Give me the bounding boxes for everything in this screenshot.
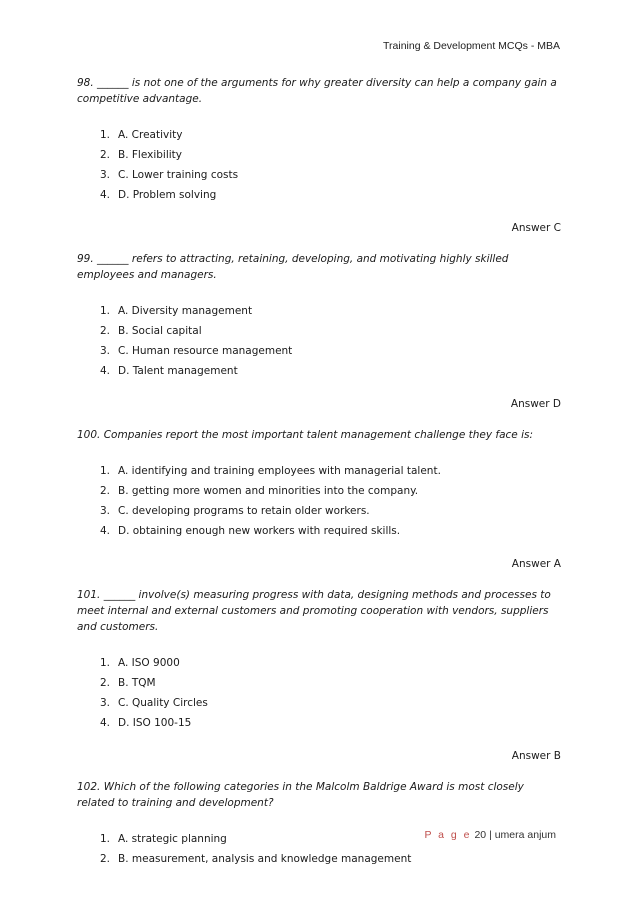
option-list	[77, 653, 561, 733]
option-text: C. developing programs to retain older workers.	[118, 505, 370, 517]
option-text: D. ISO 100-15	[118, 717, 192, 729]
question-block	[77, 427, 561, 570]
answer-label: Answer A	[511, 558, 561, 570]
option-item	[100, 521, 561, 541]
option-text: C. Lower training costs	[118, 169, 239, 181]
question-block	[77, 779, 561, 869]
option-number: 4.	[100, 189, 111, 201]
option-number: 1.	[100, 305, 111, 317]
option-item	[100, 341, 561, 361]
question-block	[77, 251, 561, 410]
option-text: A. ISO 9000	[118, 657, 180, 669]
option-number: 4.	[100, 525, 111, 537]
option-text: D. obtaining enough new workers with required skills.	[118, 525, 401, 537]
option-number: 3.	[100, 505, 111, 517]
answer-label: Answer C	[511, 222, 561, 234]
question-text: 100. Companies report the most important talent management challenge they face is:	[77, 429, 534, 441]
option-number: 3.	[100, 697, 111, 709]
answer-label: Answer D	[510, 398, 561, 410]
question-text: 99. ______ refers to attracting, retaining, developing, and motivating highly skilled employees and managers.	[77, 253, 509, 281]
option-item	[100, 165, 561, 185]
page-label: P a g e	[424, 829, 472, 841]
option-item	[100, 185, 561, 205]
option-text: B. getting more women and minorities into the company.	[118, 485, 419, 497]
option-item	[100, 361, 561, 381]
option-number: 2.	[100, 853, 111, 865]
option-text: B. TQM	[118, 677, 156, 689]
option-text: C. Quality Circles	[118, 697, 208, 709]
option-item	[100, 501, 561, 521]
option-number: 1.	[100, 465, 111, 477]
option-number: 3.	[100, 345, 111, 357]
question-block	[77, 587, 561, 762]
option-text: D. Talent management	[118, 365, 238, 377]
page-content	[77, 75, 561, 869]
option-number: 2.	[100, 485, 111, 497]
option-text: A. strategic planning	[118, 833, 227, 845]
option-list	[77, 301, 561, 381]
question-text: 101. ______ involve(s) measuring progress with data, designing methods and processes to meet internal and external customers and promoting cooperation with vendors, suppliers and customers.	[77, 589, 551, 633]
page-header	[383, 40, 560, 52]
option-number: 1.	[100, 129, 111, 141]
option-item	[100, 849, 561, 869]
option-text: A. identifying and training employees with managerial talent.	[118, 465, 441, 477]
option-number: 3.	[100, 169, 111, 181]
answer-label: Answer B	[511, 750, 561, 762]
option-item	[100, 321, 561, 341]
footer-author: umera anjum	[494, 829, 556, 841]
option-number: 1.	[100, 833, 111, 845]
option-number: 2.	[100, 325, 111, 337]
header-title: Training & Development MCQs - MBA	[383, 40, 560, 52]
option-number: 2.	[100, 677, 111, 689]
option-text: B. measurement, analysis and knowledge management	[118, 853, 412, 865]
option-text: B. Social capital	[118, 325, 202, 337]
option-item	[100, 481, 561, 501]
option-text: C. Human resource management	[118, 345, 293, 357]
option-item	[100, 145, 561, 165]
option-number: 4.	[100, 365, 111, 377]
option-item	[100, 693, 561, 713]
question-text: 98. ______ is not one of the arguments for why greater diversity can help a company gain a competitive advantage.	[77, 77, 557, 105]
option-list	[77, 125, 561, 205]
option-item	[100, 653, 561, 673]
question-block	[77, 75, 561, 234]
option-number: 2.	[100, 149, 111, 161]
option-item	[100, 673, 561, 693]
option-item	[100, 125, 561, 145]
option-text: B. Flexibility	[118, 149, 182, 161]
option-text: A. Diversity management	[118, 305, 253, 317]
page-number: 20	[474, 829, 487, 841]
option-text: D. Problem solving	[118, 189, 217, 201]
footer-separator: |	[489, 829, 492, 841]
option-number: 1.	[100, 657, 111, 669]
option-text: A. Creativity	[118, 129, 183, 141]
page-footer	[424, 829, 556, 841]
option-item	[100, 461, 561, 481]
option-number: 4.	[100, 717, 111, 729]
question-text: 102. Which of the following categories in the Malcolm Baldrige Award is most closely related to training and development?	[77, 781, 524, 809]
option-item	[100, 301, 561, 321]
option-item	[100, 713, 561, 733]
option-list	[77, 461, 561, 541]
